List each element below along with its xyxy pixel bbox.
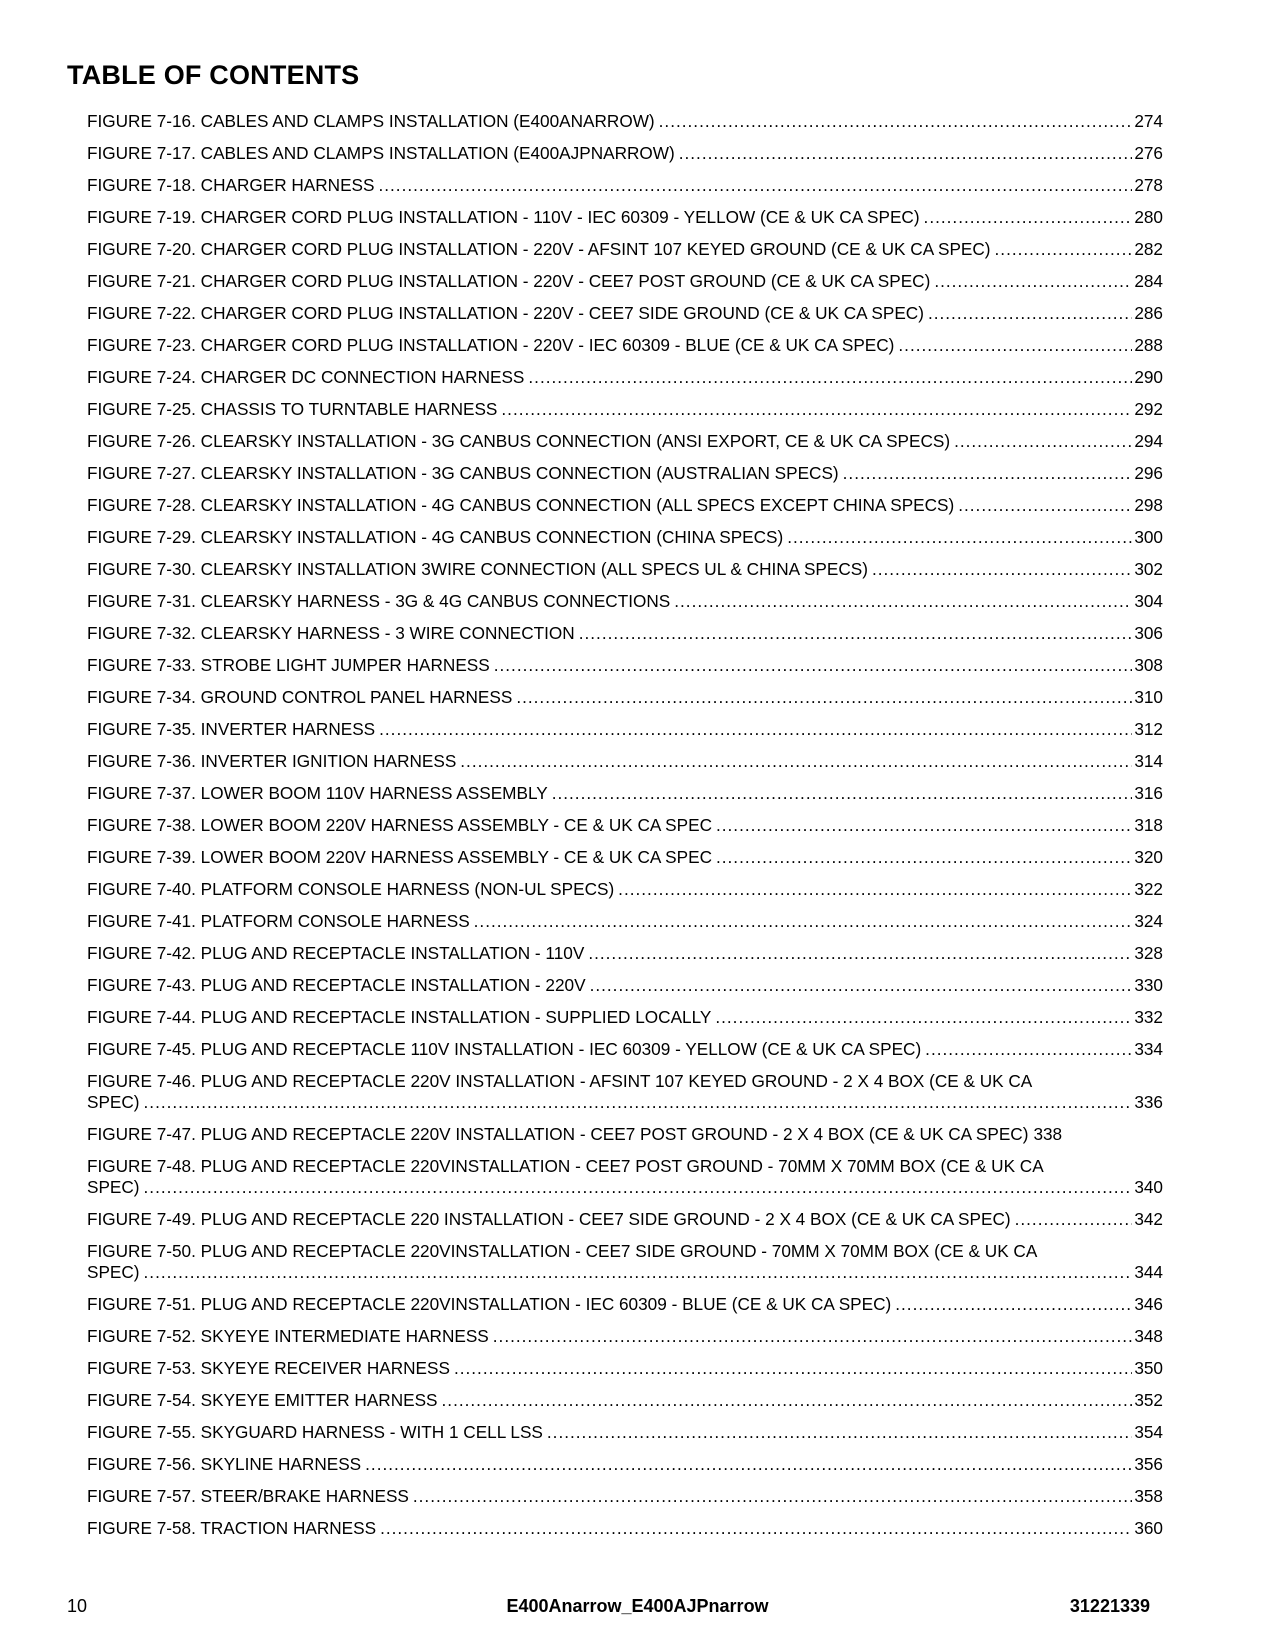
toc-entry-page: 354 [1134, 1422, 1163, 1442]
toc-entry[interactable] [87, 687, 1163, 708]
toc-entry[interactable] [87, 1390, 1163, 1411]
toc-entry-leader [590, 975, 1133, 996]
toc-entry-label: FIGURE 7-44. PLUG AND RECEPTACLE INSTALLATION - SUPPLIED LOCALLY [87, 1007, 712, 1027]
toc-entry-leader [144, 1092, 1133, 1113]
toc-entry-label: FIGURE 7-30. CLEARSKY INSTALLATION 3WIRE CONNECTION (ALL SPECS UL & CHINA SPECS) [87, 559, 868, 579]
toc-entry-leader [925, 1039, 1132, 1060]
footer-model: E400Anarrow_E400AJPnarrow [506, 1596, 769, 1616]
toc-entry[interactable] [87, 431, 1163, 452]
toc-entry-label-continued: SPEC) [87, 1262, 140, 1282]
toc-entry-leader [552, 783, 1133, 804]
toc-entry-leader [716, 847, 1132, 868]
toc-entry-page: 360 [1134, 1518, 1163, 1538]
toc-entry[interactable] [87, 623, 1163, 644]
toc-entry-leader [843, 463, 1133, 484]
toc-entry-page: 352 [1134, 1390, 1163, 1410]
toc-entry[interactable] [87, 975, 1163, 996]
toc-entry-page: 294 [1134, 431, 1163, 451]
toc-entry-page: 280 [1134, 207, 1163, 227]
toc-entry[interactable] [87, 1358, 1163, 1379]
toc-entry-leader [618, 879, 1132, 900]
toc-entry-leader [378, 175, 1132, 196]
toc-entry-leader [501, 399, 1132, 420]
toc-entry-leader [659, 111, 1133, 132]
toc-entry[interactable] [87, 751, 1163, 772]
toc-entry-leader [413, 1486, 1132, 1507]
toc-entry[interactable] [87, 175, 1163, 196]
toc-entry-page: 342 [1134, 1209, 1163, 1229]
toc-entry-leader [958, 495, 1132, 516]
toc-entry-leader [924, 207, 1133, 228]
footer-page-number: 10 [67, 1596, 88, 1616]
toc-entry-leader [674, 591, 1132, 612]
toc-entry-page: 286 [1134, 303, 1163, 323]
toc-entry-page: 336 [1134, 1092, 1163, 1112]
toc-entry[interactable] [87, 1454, 1163, 1475]
toc-entry-leader [144, 1177, 1133, 1198]
toc-entry[interactable] [87, 1241, 1163, 1283]
toc-entry-leader [380, 1518, 1132, 1539]
toc-entry-label: FIGURE 7-22. CHARGER CORD PLUG INSTALLATION - 220V - CEE7 SIDE GROUND (CE & UK CA SPEC) [87, 303, 924, 323]
toc-entry-page: 296 [1134, 463, 1163, 483]
toc-entry-label: FIGURE 7-28. CLEARSKY INSTALLATION - 4G CANBUS CONNECTION (ALL SPECS EXCEPT CHINA SPECS) [87, 495, 955, 515]
toc-entry-leader [474, 911, 1133, 932]
toc-entry-page: 302 [1134, 559, 1163, 579]
toc-entry-page: 308 [1134, 655, 1163, 675]
toc-entry-leader [895, 1294, 1132, 1315]
toc-entry-page: 338 [1033, 1124, 1063, 1144]
toc-entry[interactable] [87, 847, 1163, 868]
toc-entry-page: 332 [1134, 1007, 1163, 1027]
toc-entry-page: 288 [1134, 335, 1163, 355]
toc-entry-leader [934, 271, 1132, 292]
toc-entry[interactable] [87, 1294, 1163, 1315]
toc-entry-page: 340 [1134, 1177, 1163, 1197]
toc-entry-label: FIGURE 7-36. INVERTER IGNITION HARNESS [87, 751, 457, 771]
toc-entry-page: 278 [1134, 175, 1163, 195]
toc-entry-page: 300 [1134, 527, 1163, 547]
toc-entry[interactable] [87, 719, 1163, 740]
toc-entry-page: 356 [1134, 1454, 1163, 1474]
toc-entry[interactable] [87, 943, 1163, 964]
toc-entry-leader [588, 943, 1132, 964]
toc-entry-page: 282 [1134, 239, 1163, 259]
toc-entry-page: 322 [1134, 879, 1163, 899]
toc-entry[interactable] [87, 1326, 1163, 1347]
toc-entry-leader [1015, 1209, 1133, 1230]
toc-entry-label: FIGURE 7-45. PLUG AND RECEPTACLE 110V INSTALLATION - IEC 60309 - YELLOW (CE & UK CA SPEC) [87, 1039, 922, 1059]
toc-entry-leader [460, 751, 1132, 772]
toc-entry-page: 348 [1134, 1326, 1163, 1346]
toc-entry-page: 350 [1134, 1358, 1163, 1378]
toc-entry-leader [442, 1390, 1133, 1411]
toc-entry-leader [528, 367, 1132, 388]
toc-entry-label: FIGURE 7-38. LOWER BOOM 220V HARNESS ASSEMBLY - CE & UK CA SPEC [87, 815, 712, 835]
toc-entry-label: FIGURE 7-20. CHARGER CORD PLUG INSTALLATION - 220V - AFSINT 107 KEYED GROUND (CE & UK CA SPEC) [87, 239, 991, 259]
toc-entry[interactable] [87, 399, 1163, 420]
toc-entry-page: 292 [1134, 399, 1163, 419]
toc-entry[interactable] [87, 879, 1163, 900]
toc-entry-label: FIGURE 7-27. CLEARSKY INSTALLATION - 3G CANBUS CONNECTION (AUSTRALIAN SPECS) [87, 463, 839, 483]
toc-entry[interactable] [87, 911, 1163, 932]
toc-entry-label: FIGURE 7-52. SKYEYE INTERMEDIATE HARNESS [87, 1326, 489, 1346]
toc-entry[interactable] [87, 463, 1163, 484]
toc-entry-page: 316 [1134, 783, 1163, 803]
toc-entry-page: 274 [1134, 111, 1163, 131]
toc-entry[interactable] [87, 303, 1163, 324]
toc-entry[interactable] [87, 271, 1163, 292]
toc-entry[interactable] [87, 559, 1163, 580]
toc-entry[interactable] [87, 591, 1163, 612]
footer-doc-number: 31221339 [1069, 1596, 1150, 1616]
toc-entry-leader [379, 719, 1132, 740]
toc-entry-page: 306 [1134, 623, 1163, 643]
toc-entry-page: 284 [1134, 271, 1163, 291]
toc-entry-page: 320 [1134, 847, 1163, 867]
toc-entry-leader [494, 655, 1133, 676]
toc-entry-label: FIGURE 7-25. CHASSIS TO TURNTABLE HARNESS [87, 399, 498, 419]
toc-entry-label: FIGURE 7-43. PLUG AND RECEPTACLE INSTALLATION - 220V [87, 975, 586, 995]
toc-entry[interactable] [87, 1071, 1163, 1113]
toc-entry-label-continued: SPEC) [87, 1177, 140, 1197]
toc-entry-label: FIGURE 7-19. CHARGER CORD PLUG INSTALLATION - 110V - IEC 60309 - YELLOW (CE & UK CA SPEC) [87, 207, 920, 227]
toc-entry[interactable] [87, 335, 1163, 356]
toc-entry-label: FIGURE 7-21. CHARGER CORD PLUG INSTALLATION - 220V - CEE7 POST GROUND (CE & UK CA SPEC) [87, 271, 931, 291]
toc-entry[interactable] [87, 143, 1163, 164]
toc-entry-page: 304 [1134, 591, 1163, 611]
toc-entry[interactable] [87, 239, 1163, 260]
toc-entry-leader [995, 239, 1133, 260]
toc-entry-label: FIGURE 7-29. CLEARSKY INSTALLATION - 4G CANBUS CONNECTION (CHINA SPECS) [87, 527, 784, 547]
toc-entry[interactable] [87, 1007, 1163, 1028]
toc-entry-label: FIGURE 7-50. PLUG AND RECEPTACLE 220VINSTALLATION - CEE7 SIDE GROUND - 70MM X 70MM BOX (CE & UK CA [87, 1241, 1038, 1261]
toc-entry-label: FIGURE 7-57. STEER/BRAKE HARNESS [87, 1486, 409, 1506]
toc-entry-label: FIGURE 7-47. PLUG AND RECEPTACLE 220V INSTALLATION - CEE7 POST GROUND - 2 X 4 BOX (CE & UK CA SPEC) [87, 1124, 1029, 1144]
toc-entry[interactable] [87, 1209, 1163, 1230]
toc-entry[interactable] [87, 655, 1163, 676]
toc-entry-page: 290 [1134, 367, 1163, 387]
toc-entry-leader [493, 1326, 1133, 1347]
toc-entry-label-continued: SPEC) [87, 1092, 140, 1112]
toc-entry-label: FIGURE 7-51. PLUG AND RECEPTACLE 220VINSTALLATION - IEC 60309 - BLUE (CE & UK CA SPEC) [87, 1294, 892, 1314]
toc-entry-label: FIGURE 7-16. CABLES AND CLAMPS INSTALLATION (E400ANARROW) [87, 111, 655, 131]
toc-entry[interactable] [87, 1422, 1163, 1443]
toc-entry-page: 358 [1134, 1486, 1163, 1506]
toc-entry-leader [679, 143, 1133, 164]
toc-entry[interactable] [87, 815, 1163, 836]
toc-entry[interactable] [87, 207, 1163, 228]
toc-entry-page: 324 [1134, 911, 1163, 931]
toc-entry[interactable] [87, 367, 1163, 388]
toc-entry-page: 314 [1134, 751, 1163, 771]
toc-entry-label: FIGURE 7-35. INVERTER HARNESS [87, 719, 376, 739]
toc-entry-page: 312 [1134, 719, 1163, 739]
toc-entry[interactable] [87, 1486, 1163, 1507]
toc-entry[interactable] [87, 783, 1163, 804]
toc-entry-page: 276 [1134, 143, 1163, 163]
toc-entry[interactable] [87, 1156, 1163, 1198]
toc-entry-label: FIGURE 7-31. CLEARSKY HARNESS - 3G & 4G CANBUS CONNECTIONS [87, 591, 671, 611]
toc-entry-label: FIGURE 7-23. CHARGER CORD PLUG INSTALLATION - 220V - IEC 60309 - BLUE (CE & UK CA SPEC) [87, 335, 895, 355]
toc-entry-label: FIGURE 7-32. CLEARSKY HARNESS - 3 WIRE CONNECTION [87, 623, 575, 643]
toc-entry-page: 310 [1134, 687, 1163, 707]
toc-entry[interactable] [87, 111, 1163, 132]
toc-entry-page: 298 [1134, 495, 1163, 515]
toc-entry-label: FIGURE 7-58. TRACTION HARNESS [87, 1518, 377, 1538]
toc-entry-label: FIGURE 7-33. STROBE LIGHT JUMPER HARNESS [87, 655, 490, 675]
toc-entry-leader [516, 687, 1132, 708]
toc-entry-label: FIGURE 7-37. LOWER BOOM 110V HARNESS ASSEMBLY [87, 783, 548, 803]
toc-entry-label: FIGURE 7-40. PLATFORM CONSOLE HARNESS (NON-UL SPECS) [87, 879, 615, 899]
toc-entry-page: 318 [1134, 815, 1163, 835]
toc-entry-leader [454, 1358, 1132, 1379]
toc-entry-page: 328 [1134, 943, 1163, 963]
toc-entry-leader [928, 303, 1132, 324]
toc-entry-label: FIGURE 7-55. SKYGUARD HARNESS - WITH 1 CELL LSS [87, 1422, 543, 1442]
toc-entry[interactable] [87, 1039, 1163, 1060]
toc-entry-label: FIGURE 7-26. CLEARSKY INSTALLATION - 3G CANBUS CONNECTION (ANSI EXPORT, CE & UK CA SPECS) [87, 431, 951, 451]
toc-entry-label: FIGURE 7-41. PLATFORM CONSOLE HARNESS [87, 911, 470, 931]
toc-entry-label: FIGURE 7-49. PLUG AND RECEPTACLE 220 INSTALLATION - CEE7 SIDE GROUND - 2 X 4 BOX (CE & UK CA SPEC) [87, 1209, 1011, 1229]
toc-entry-label: FIGURE 7-54. SKYEYE EMITTER HARNESS [87, 1390, 438, 1410]
toc-entry-label: FIGURE 7-48. PLUG AND RECEPTACLE 220VINSTALLATION - CEE7 POST GROUND - 70MM X 70MM BOX (CE & UK CA [87, 1156, 1044, 1176]
toc-entry[interactable] [87, 1518, 1163, 1539]
toc-entry[interactable] [87, 527, 1163, 548]
toc-entry-leader [872, 559, 1132, 580]
toc-entry-page: 334 [1134, 1039, 1163, 1059]
toc-entry-page: 330 [1134, 975, 1163, 995]
toc-entry[interactable] [87, 1124, 1163, 1145]
page-title: TABLE OF CONTENTS [67, 60, 360, 90]
toc-entry-leader [716, 815, 1132, 836]
toc-entry-leader [715, 1007, 1132, 1028]
toc-list [87, 111, 1163, 1550]
toc-entry-leader [579, 623, 1133, 644]
toc-entry-leader [787, 527, 1132, 548]
toc-entry-label: FIGURE 7-39. LOWER BOOM 220V HARNESS ASSEMBLY - CE & UK CA SPEC [87, 847, 712, 867]
toc-entry-leader [954, 431, 1132, 452]
toc-entry[interactable] [87, 495, 1163, 516]
toc-entry-label: FIGURE 7-17. CABLES AND CLAMPS INSTALLATION (E400AJPNARROW) [87, 143, 675, 163]
toc-entry-label: FIGURE 7-56. SKYLINE HARNESS [87, 1454, 362, 1474]
toc-entry-label: FIGURE 7-18. CHARGER HARNESS [87, 175, 375, 195]
toc-entry-label: FIGURE 7-42. PLUG AND RECEPTACLE INSTALLATION - 110V [87, 943, 585, 963]
toc-entry-label: FIGURE 7-53. SKYEYE RECEIVER HARNESS [87, 1358, 450, 1378]
toc-entry-label: FIGURE 7-24. CHARGER DC CONNECTION HARNESS [87, 367, 525, 387]
toc-entry-page: 344 [1134, 1262, 1163, 1282]
toc-entry-leader [365, 1454, 1132, 1475]
toc-entry-leader [547, 1422, 1132, 1443]
toc-entry-leader [898, 335, 1132, 356]
toc-entry-page: 346 [1134, 1294, 1163, 1314]
toc-entry-label: FIGURE 7-46. PLUG AND RECEPTACLE 220V INSTALLATION - AFSINT 107 KEYED GROUND - 2 X 4 BOX (CE & UK CA [87, 1071, 1033, 1091]
toc-entry-label: FIGURE 7-34. GROUND CONTROL PANEL HARNESS [87, 687, 513, 707]
toc-entry-leader [144, 1262, 1133, 1283]
